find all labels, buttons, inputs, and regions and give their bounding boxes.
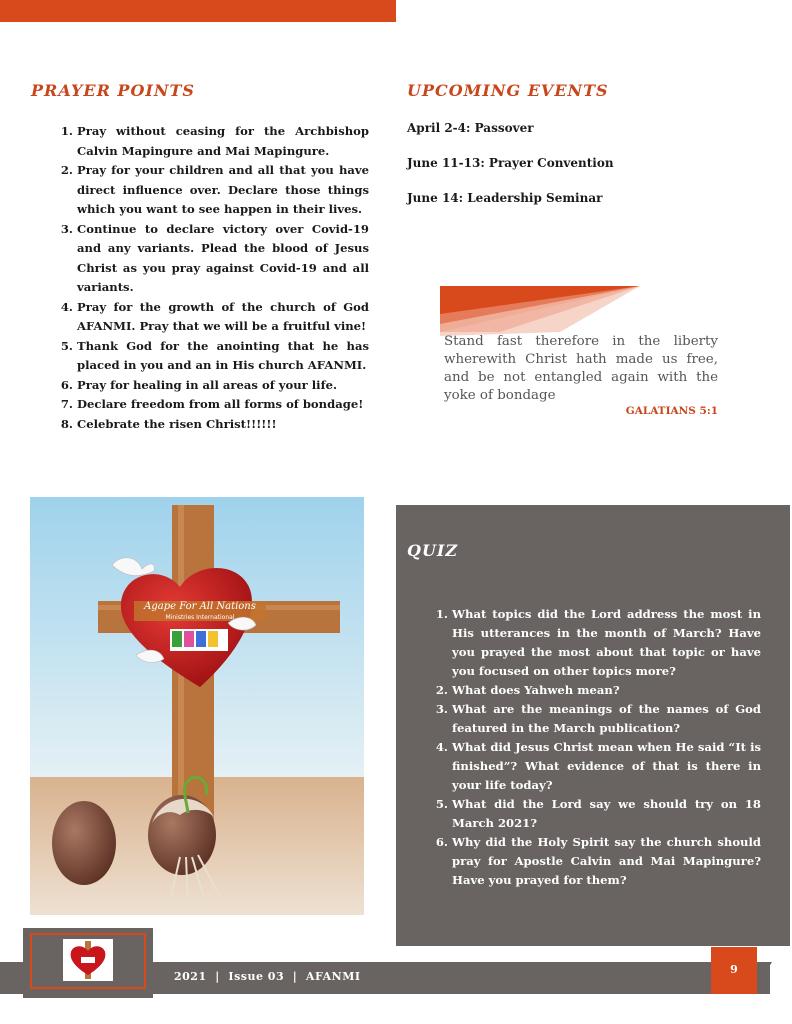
prayer-points-list <box>30 122 369 434</box>
top-accent-bar <box>0 0 396 22</box>
cover-artwork <box>30 497 364 915</box>
events-list <box>407 120 727 225</box>
list-item: 6. Why did the Holy Spirit say the church should pray for Apostle Calvin and Mai Mapingure? Have you prayed for them? <box>452 833 761 890</box>
scripture-quote: Stand fast therefore in the liberty wherewith Christ hath made us free, and be not entangled again with the yoke of bondage <box>444 334 718 403</box>
list-item: 3. Continue to declare victory over Covid-19 and any variants. Plead the blood of Jesus Christ as you pray against Covid-19 and all variants. <box>77 220 369 298</box>
artwork-banner-subtext: Ministries International <box>165 614 235 621</box>
afanmi-logo <box>63 939 113 981</box>
event-item: June 11-13: Prayer Convention <box>407 156 614 170</box>
prayer-points-heading: PRAYER POINTS <box>31 81 195 100</box>
upcoming-events-heading: UPCOMING EVENTS <box>407 81 609 100</box>
list-item: 5. Thank God for the anointing that he has placed in you and an in His church AFANMI. <box>77 337 369 376</box>
list-item: 4. Pray for the growth of the church of God AFANMI. Pray that we will be a fruitful vine! <box>77 298 369 337</box>
scripture-reference: GALATIANS 5:1 <box>625 405 718 417</box>
list-item: 8. Celebrate the risen Christ!!!!!! <box>77 415 369 435</box>
list-item: 6. Pray for healing in all areas of your life. <box>77 376 369 396</box>
quiz-list <box>409 605 761 890</box>
list-item: 4. What did Jesus Christ mean when He said “It is finished”? What evidence of that is there in your life today? <box>452 738 761 795</box>
event-item: June 14: Leadership Seminar <box>407 191 603 205</box>
list-item: 7. Declare freedom from all forms of bondage! <box>77 395 369 415</box>
event-item: April 2-4: Passover <box>407 121 534 135</box>
list-item: 1. What topics did the Lord address the most in His utterances in the month of March? Have you prayed the most about that topic or have you focused on other topics more? <box>452 605 761 681</box>
list-item: 2. What does Yahweh mean? <box>452 681 761 700</box>
quiz-heading: QUIZ <box>407 541 459 560</box>
page-number: 9 <box>711 947 757 994</box>
quiz-panel <box>396 505 790 946</box>
list-item: 5. What did the Lord say we should try on 18 March 2021? <box>452 795 761 833</box>
list-item: 1. Pray without ceasing for the Archbishop Calvin Mapingure and Mai Mapingure. <box>77 122 369 161</box>
list-item: 3. What are the meanings of the names of God featured in the March publication? <box>452 700 761 738</box>
artwork-banner-text: Agape For All Nations <box>144 601 256 612</box>
footer-issue-info: 2021 | Issue 03 | AFANMI <box>174 970 361 983</box>
list-item: 2. Pray for your children and all that you have direct influence over. Declare those things which you want to see happen in their lives. <box>77 161 369 220</box>
